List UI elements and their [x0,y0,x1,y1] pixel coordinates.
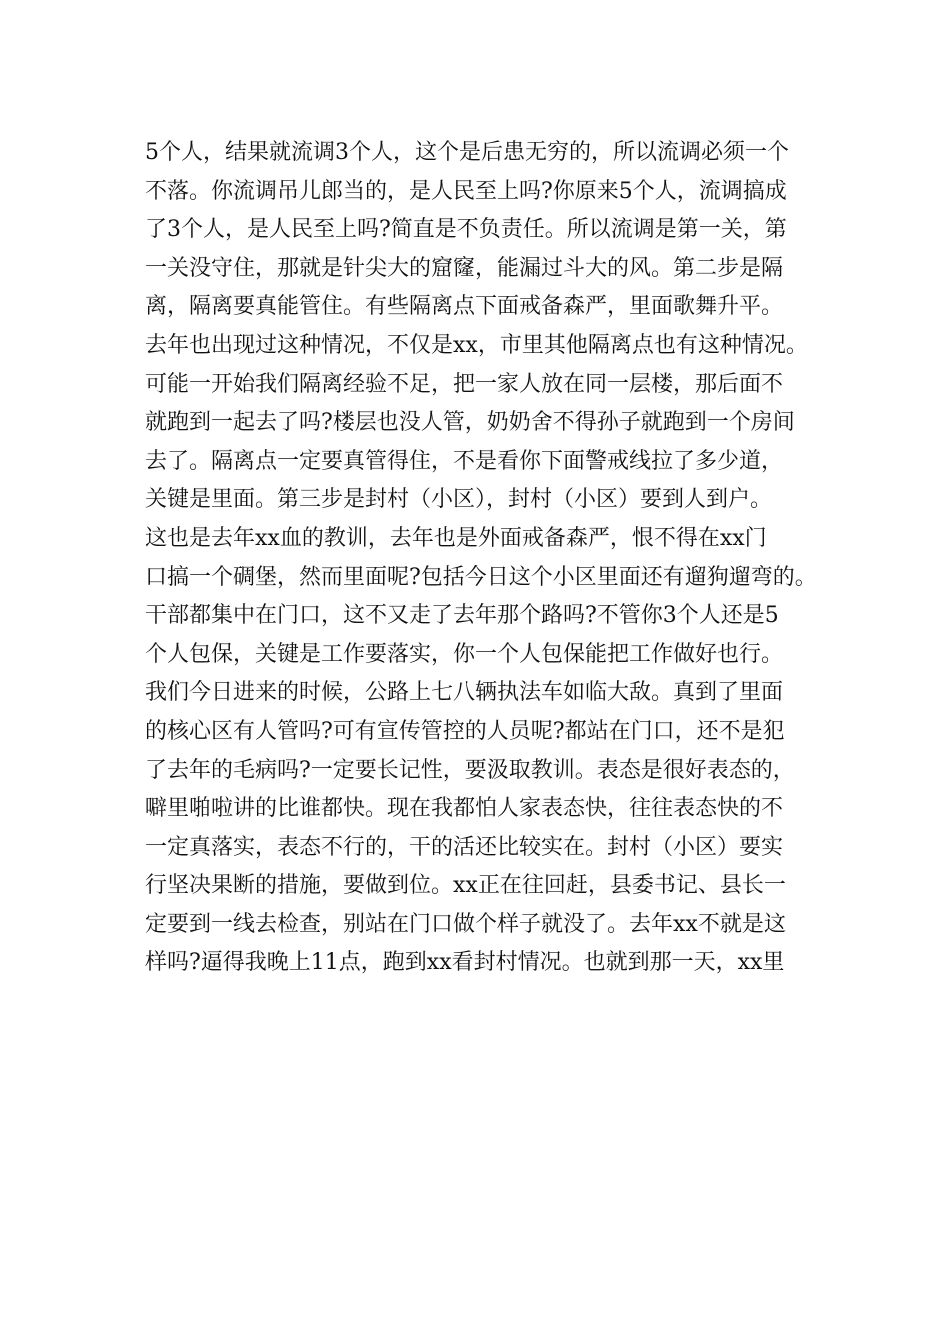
text-line: 5个人，结果就流调3个人，这个是后患无穷的，所以流调必须一个 [145,140,789,165]
text-line: 噼里啪啦讲的比谁都快。现在我都怕人家表态快，往往表态快的不 [145,796,784,822]
text-line: 就跑到一起去了吗?楼层也没人管，奶奶舍不得孙子就跑到一个房间 [145,410,795,436]
text-line: 去了。隔离点一定要真管得住，不是看你下面警戒线拉了多少道， [145,448,784,474]
text-line: 样吗?逼得我晚上11点，跑到xx看封村情况。也就到那一天，xx里 [145,950,785,976]
text-line: 这也是去年xx血的教训，去年也是外面戒备森严，恨不得在xx门 [145,525,767,551]
text-line: 了去年的毛病吗?一定要长记性，要汲取教训。表态是很好表态的， [145,757,795,783]
document-body [145,134,825,983]
text-line: 一关没守住，那就是针尖大的窟窿，能漏过斗大的风。第二步是隔 [145,255,784,281]
text-line: 可能一开始我们隔离经验不足，把一家人放在同一层楼，那后面不 [145,371,784,397]
text-line: 个人包保，关键是工作要落实，你一个人包保能把工作做好也行。 [145,641,784,667]
text-line: 关键是里面。第三步是封村（小区），封村（小区）要到人到户。 [145,487,773,513]
text-line: 行坚决果断的措施，要做到位。xx正在往回赶，县委书记、县长一 [145,873,786,899]
text-line: 定要到一线去检查，别站在门口做个样子就没了。去年xx不就是这 [145,911,786,937]
text-line: 去年也出现过这种情况，不仅是xx，市里其他隔离点也有这种情况。 [145,332,808,358]
text-line: 的核心区有人管吗?可有宣传管控的人员呢?都站在门口，还不是犯 [145,718,785,744]
text-line: 我们今日进来的时候，公路上七八辆执法车如临大敌。真到了里面 [145,680,784,706]
text-line: 干部都集中在门口，这不又走了去年那个路吗?不管你3个人还是5 [145,603,779,629]
text-line: 离，隔离要真能管住。有些隔离点下面戒备森严，里面歌舞升平。 [145,294,784,320]
text-line: 了3个人，是人民至上吗?简直是不负责任。所以流调是第一关，第 [145,217,787,243]
text-line: 不落。你流调吊儿郎当的，是人民至上吗?你原来5个人，流调搞成 [145,178,787,204]
text-line: 口搞一个碉堡，然而里面呢?包括今日这个小区里面还有遛狗遛弯的。 [145,564,817,590]
text-line: 一定真落实，表态不行的，干的活还比较实在。封村（小区）要实 [145,834,784,860]
